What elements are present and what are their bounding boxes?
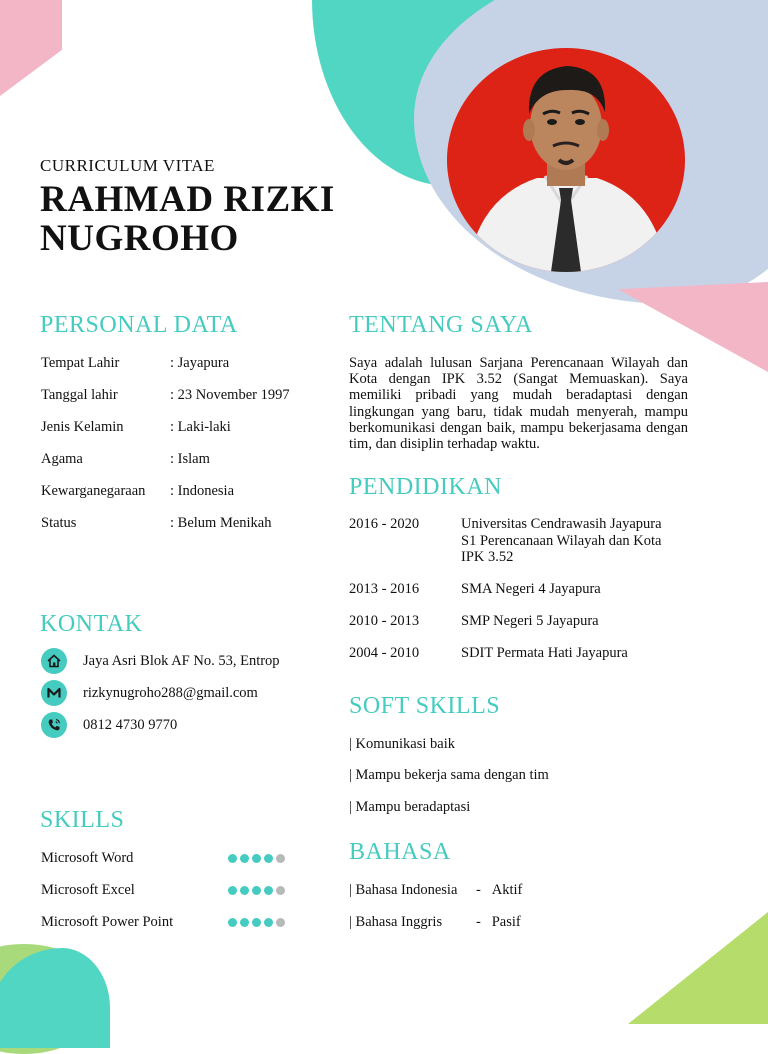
rating-dot-empty bbox=[276, 854, 285, 863]
language-sep: - bbox=[476, 882, 481, 898]
contact-text: 0812 4730 9770 bbox=[83, 716, 178, 733]
skills-heading: SKILLS bbox=[40, 807, 125, 833]
rating-dot-filled bbox=[240, 854, 249, 863]
personal-value: : Islam bbox=[170, 451, 210, 467]
language-name: | Bahasa Inggris bbox=[349, 914, 443, 930]
decor-pink-corner bbox=[0, 0, 62, 96]
education-years: 2016 - 2020 bbox=[349, 516, 420, 532]
skill-item bbox=[41, 914, 291, 931]
rating-dot-filled bbox=[240, 886, 249, 895]
contact-text: rizkynugroho288@gmail.com bbox=[83, 684, 258, 701]
skill-rating bbox=[228, 918, 285, 927]
personal-label: Agama bbox=[41, 451, 83, 467]
language-heading: BAHASA bbox=[349, 839, 451, 865]
name-line-2: NUGROHO bbox=[40, 218, 239, 259]
rating-dot-filled bbox=[240, 918, 249, 927]
education-line: S1 Perencanaan Wilayah dan Kota bbox=[461, 532, 662, 549]
language-sep: - bbox=[476, 914, 481, 930]
rating-dot-empty bbox=[276, 918, 285, 927]
rating-dot-filled bbox=[228, 854, 237, 863]
personal-label: Tanggal lahir bbox=[41, 387, 118, 403]
name-line-1: RAHMAD RIZKI bbox=[40, 179, 335, 220]
language-level: Aktif bbox=[491, 882, 523, 898]
person-name bbox=[40, 180, 335, 258]
personal-row bbox=[41, 419, 231, 436]
rating-dot-filled bbox=[252, 854, 261, 863]
language-item bbox=[349, 914, 521, 931]
rating-dot-filled bbox=[228, 918, 237, 927]
cv-label: CURRICULUM VITAE bbox=[40, 156, 215, 175]
personal-label: Tempat Lahir bbox=[41, 355, 120, 371]
education-years: 2004 - 2010 bbox=[349, 645, 420, 661]
skill-name: Microsoft Excel bbox=[41, 882, 135, 898]
rating-dot-filled bbox=[252, 918, 261, 927]
education-heading: PENDIDIKAN bbox=[349, 474, 502, 500]
personal-label: Status bbox=[41, 515, 77, 531]
contact-phone bbox=[41, 712, 177, 738]
rating-dot-filled bbox=[252, 886, 261, 895]
language-name: | Bahasa Indonesia bbox=[349, 882, 458, 898]
contact-heading: KONTAK bbox=[40, 611, 143, 637]
about-text: Saya adalah lulusan Sarjana Perencanaan Wilayah dan Kota dengan IPK 3.52 (Sangat Memuaskan). Saya memiliki pribadi yang mudah beradaptasi dengan lingkungan yang baru, tidak mudah menyerah, mampu berkomunikasi dengan baik, mampu bekerjasama dengan tim, dan disiplin terhadap waktu. bbox=[349, 355, 688, 453]
decor-green-triangle bbox=[628, 912, 768, 1024]
education-desc bbox=[461, 581, 701, 598]
contact-address bbox=[41, 648, 280, 674]
education-desc bbox=[461, 645, 701, 662]
profile-photo bbox=[447, 48, 685, 272]
rating-dot-filled bbox=[264, 854, 273, 863]
personal-value: : Indonesia bbox=[170, 483, 235, 499]
rating-dot-filled bbox=[228, 886, 237, 895]
skill-name: Microsoft Power Point bbox=[41, 914, 174, 930]
rating-dot-filled bbox=[264, 886, 273, 895]
soft-skill-item: | Mampu beradaptasi bbox=[349, 799, 471, 815]
education-line: Universitas Cendrawasih Jayapura bbox=[461, 516, 662, 532]
skill-rating bbox=[228, 886, 285, 895]
skill-item bbox=[41, 850, 291, 867]
portrait-illustration bbox=[447, 48, 685, 272]
home-icon bbox=[41, 648, 67, 674]
personal-row bbox=[41, 355, 229, 372]
contact-email bbox=[41, 680, 258, 706]
education-line: SDIT Permata Hati Jayapura bbox=[461, 645, 628, 661]
personal-row bbox=[41, 483, 234, 500]
personal-data-heading: PERSONAL DATA bbox=[40, 312, 238, 338]
contact-text: Jaya Asri Blok AF No. 53, Entrop bbox=[83, 652, 280, 669]
soft-skill-item: | Komunikasi baik bbox=[349, 736, 456, 752]
education-desc bbox=[461, 516, 701, 566]
about-heading: TENTANG SAYA bbox=[349, 312, 533, 338]
soft-skill-item: | Mampu bekerja sama dengan tim bbox=[349, 767, 549, 783]
rating-dot-empty bbox=[276, 886, 285, 895]
language-level: Pasif bbox=[491, 914, 521, 930]
education-line: SMP Negeri 5 Jayapura bbox=[461, 613, 599, 629]
phone-icon bbox=[41, 712, 67, 738]
skill-rating bbox=[228, 854, 285, 863]
personal-label: Jenis Kelamin bbox=[41, 419, 124, 435]
language-item bbox=[349, 882, 522, 899]
personal-row bbox=[41, 387, 290, 404]
education-desc bbox=[461, 613, 701, 630]
personal-value: : 23 November 1997 bbox=[170, 387, 290, 403]
skill-item bbox=[41, 882, 291, 899]
education-years: 2013 - 2016 bbox=[349, 581, 420, 597]
education-line: SMA Negeri 4 Jayapura bbox=[461, 581, 601, 597]
personal-value: : Belum Menikah bbox=[170, 515, 272, 531]
decor-teal-blob-bottom bbox=[0, 948, 110, 1048]
skill-name: Microsoft Word bbox=[41, 850, 134, 866]
personal-value: : Jayapura bbox=[170, 355, 230, 371]
personal-row bbox=[41, 515, 272, 532]
education-years: 2010 - 2013 bbox=[349, 613, 420, 629]
personal-row bbox=[41, 451, 210, 468]
personal-value: : Laki-laki bbox=[170, 419, 231, 435]
rating-dot-filled bbox=[264, 918, 273, 927]
education-line: IPK 3.52 bbox=[461, 549, 514, 565]
personal-label: Kewarganegaraan bbox=[41, 483, 146, 499]
mail-icon bbox=[41, 680, 67, 706]
soft-skills-heading: SOFT SKILLS bbox=[349, 693, 501, 719]
